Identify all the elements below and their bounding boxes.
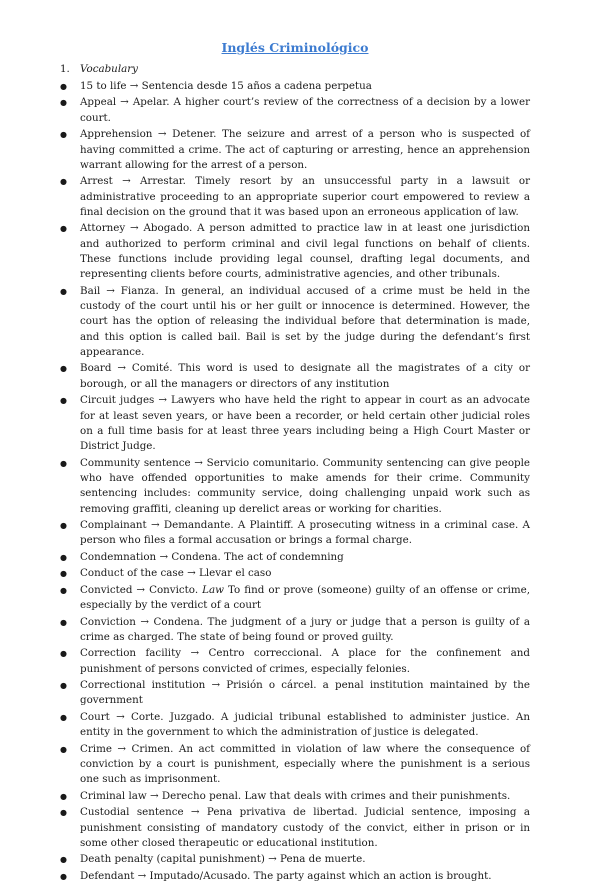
entry-text: Correction facility → Centro correccional. A place for the confinement and punishment of persons convicted of crimes, especially felonies.: [80, 647, 530, 675]
list-item: [60, 284, 530, 360]
bullet-icon: ●: [60, 585, 67, 595]
entry-text: Criminal law → Derecho penal. Law that deals with crimes and their punishments.: [80, 789, 511, 802]
bullet-icon: ●: [60, 458, 67, 468]
entry-text: Conviction → Condena. The judgment of a jury or judge that a person is guilty of a crime as charged. The state of being found or proved guilty.: [80, 615, 530, 643]
entry-text: Bail → Fianza. In general, an individual accused of a crime must be held in the custody of the court until his or her guilt or innocence is determined. However, the court has the option of releasing the individual before that determination is made, and this option is called bail. Bail is set by the judge during the defendant’s first appearance.: [80, 284, 530, 358]
list-item: [60, 710, 530, 741]
bullet-icon: ●: [60, 744, 67, 754]
list-item: [60, 79, 530, 94]
entry-text: Defendant → Imputado/Acusado. The party against which an action is brought.: [80, 869, 492, 882]
list-item: [60, 869, 530, 884]
entry-text: 15 to life → Sentencia desde 15 años a cadena perpetua: [80, 80, 372, 92]
bullet-icon: ●: [60, 855, 67, 865]
bullet-icon: ●: [60, 712, 67, 722]
entry-text: Condemnation → Condena. The act of condemning: [80, 550, 344, 563]
list-item: [60, 221, 530, 282]
entry-text: Convicted → Convicto.: [80, 583, 203, 596]
section-label: Vocabulary: [80, 63, 138, 75]
list-item: [60, 805, 530, 851]
entry-text: Circuit judges → Lawyers who have held the right to appear in court as an advocate for at least seven years, or have been a recorder, or held certain other judicial roles on a full time basis for at least three years including being a High Court Master or District Judge.: [80, 394, 530, 453]
page-title: Inglés Criminológico: [221, 40, 369, 55]
bullet-icon: ●: [60, 82, 67, 91]
bullet-icon: ●: [60, 569, 67, 579]
bullet-icon: ●: [60, 98, 67, 108]
list-item: [60, 852, 530, 867]
entry-text: Conduct of the case → Llevar el caso: [80, 567, 272, 580]
list-item: [60, 646, 530, 677]
list-item: [60, 583, 530, 614]
entry-text: Apprehension → Detener. The seizure and arrest of a person who is suspected of having committed a crime. The act of capturing or arresting, hence an apprehension warrant allowing for the arrest of a person.: [80, 128, 530, 171]
list-item: [60, 361, 530, 392]
entry-text: Board → Comité. This word is used to designate all the magistrates of a city or borough, or all the managers or directors of any institution: [80, 362, 530, 390]
bullet-icon: ●: [60, 521, 67, 530]
list-item: [60, 678, 530, 709]
bullet-icon: ●: [60, 808, 67, 818]
bullet-icon: ●: [60, 681, 67, 691]
entry-text-continued: To find or prove (someone) guilty of an offense or crime, especially by the verdict of a court: [80, 583, 531, 612]
entry-text: Complainant → Demandante. A Plaintiff. A prosecuting witness in a criminal case. A person who files a formal accusation or brings a formal charge.: [80, 519, 530, 547]
entry-text: Correctional institution → Prisión o cárcel. a penal institution maintained by the government: [80, 679, 530, 707]
bullet-icon: ●: [60, 130, 67, 140]
bullet-icon: ●: [60, 286, 67, 296]
bullet-icon: ●: [60, 224, 67, 234]
list-item: [60, 95, 530, 126]
bullet-icon: ●: [60, 552, 67, 562]
section-number: 1.: [60, 63, 70, 75]
list-item: [60, 393, 530, 454]
entry-text: Death penalty (capital punishment) → Pena de muerte.: [80, 853, 366, 866]
section-heading: [60, 62, 530, 77]
bullet-icon: ●: [60, 177, 67, 187]
entry-text: Crime → Crimen. An act committed in violation of law where the consequence of conviction by a court is punishment, especially where the punishment is a serious one such as imprisonment.: [80, 742, 530, 786]
bullet-icon: ●: [60, 649, 67, 659]
list-item: [60, 789, 530, 804]
entry-text: Appeal → Apelar. A higher court’s review of the correctness of a decision by a lower court.: [80, 96, 530, 124]
list-item: [60, 550, 530, 565]
list-item: [60, 174, 530, 220]
bullet-icon: ●: [60, 396, 67, 406]
list-item: [60, 566, 530, 581]
bullet-icon: ●: [60, 364, 67, 374]
list-item: [60, 615, 530, 646]
entry-text: Attorney → Abogado. A person admitted to practice law in at least one jurisdiction and authorized to perform criminal and civil legal functions on behalf of clients. These functions include providing legal counsel, drafting legal documents, and representing clients before courts, administrative agencies, and other tribunals.: [80, 222, 530, 281]
list-item: [60, 518, 530, 549]
bullet-icon: ●: [60, 871, 67, 881]
bullet-icon: ●: [60, 791, 67, 801]
list-item: [60, 742, 530, 788]
vocabulary-list: [60, 79, 530, 884]
entry-emphasis: Law: [202, 583, 224, 596]
list-item: [60, 456, 530, 517]
entry-text: Court → Corte. Juzgado. A judicial tribunal established to administer justice. An entity in the government to which the administration of justice is delegated.: [80, 710, 530, 739]
entry-text: Arrest → Arrestar. Timely resort by an unsuccessful party in a lawsuit or administrative proceeding to an appropriate superior court empowered to review a final decision on the ground that it was based upon an erroneous application of law.: [80, 175, 530, 218]
entry-text: Custodial sentence → Pena privativa de libertad. Judicial sentence, imposing a punishment consisting of mandatory custody of the convict, either in prison or in some other closed therapeutic or educational institution.: [80, 806, 530, 849]
bullet-icon: ●: [60, 617, 67, 627]
list-item: [60, 127, 530, 173]
entry-text: Community sentence → Servicio comunitario. Community sentencing can give people who have offended opportunities to make amends for their crime. Community sentencing includes: community service, doing challenging unpaid work such as removing graffiti, cleaning up derelict areas or working for charities.: [80, 456, 530, 515]
